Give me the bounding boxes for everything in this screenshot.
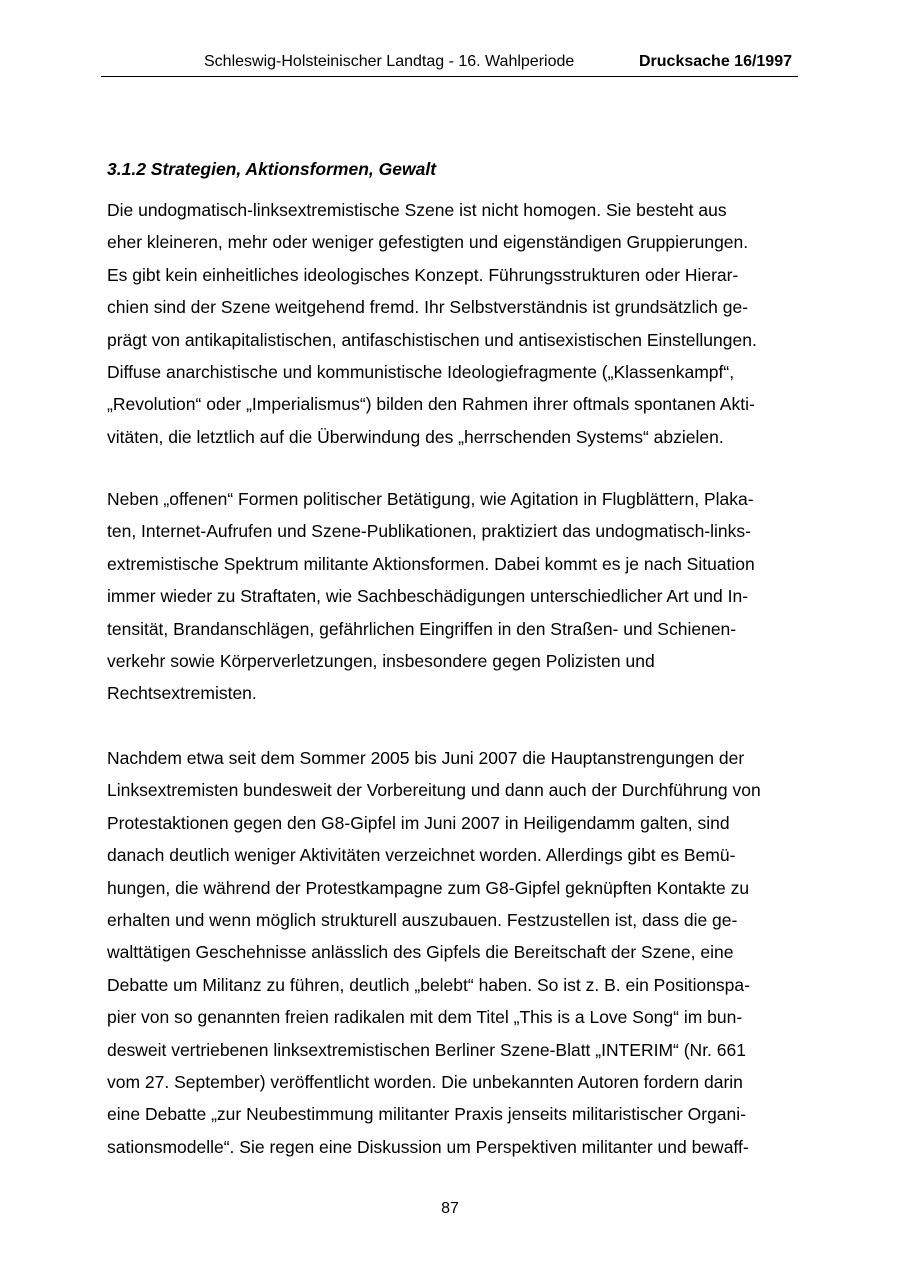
text-line: walttätigen Geschehnisse anlässlich des Gipfels die Bereitschaft der Szene, eine xyxy=(107,942,734,963)
text-line: hungen, die während der Protestkampagne zum G8-Gipfel geknüpften Kontakte zu xyxy=(107,877,750,898)
text-line: vom 27. September) veröffentlicht worden. Die unbekannten Autoren fordern darin xyxy=(107,1071,743,1092)
text-line: Linksextremisten bundesweit der Vorbereitung und dann auch der Durchführung von xyxy=(107,780,761,801)
text-line: Die undogmatisch-linksextremistische Szene ist nicht homogen. Sie besteht aus xyxy=(107,200,727,220)
section-heading: 3.1.2 Strategien, Aktionsformen, Gewalt xyxy=(107,159,437,179)
paragraph-1 xyxy=(107,194,757,453)
page-number: 87 xyxy=(441,1200,459,1217)
text-line: pier von so genannten freien radikalen mit dem Titel „This is a Love Song“ im bun- xyxy=(107,1007,743,1028)
text-line: danach deutlich weniger Aktivitäten verzeichnet worden. Allerdings gibt es Bemü- xyxy=(107,845,736,866)
header-title: Schleswig-Holsteinischer Landtag - 16. Wahlperiode xyxy=(204,53,575,70)
text-line: sationsmodelle“. Sie regen eine Diskussion um Perspektiven militanter und bewaff- xyxy=(107,1136,749,1157)
paragraph-2 xyxy=(107,483,755,710)
text-line: Es gibt kein einheitliches ideologisches Konzept. Führungsstrukturen oder Hierar- xyxy=(107,264,739,285)
text-line: prägt von antikapitalistischen, antifaschistischen und antisexistischen Einstellungen. xyxy=(107,329,757,350)
text-line: eine Debatte „zur Neubestimmung militanter Praxis jenseits militaristischer Organi- xyxy=(107,1104,746,1125)
text-line: desweit vertriebenen linksextremistischen Berliner Szene-Blatt „INTERIM“ (Nr. 661 xyxy=(107,1039,746,1060)
text-line: tensität, Brandanschlägen, gefährlichen Eingriffen in den Straßen- und Schienen- xyxy=(107,618,737,639)
text-line: erhalten und wenn möglich strukturell auszubauen. Festzustellen ist, dass die ge- xyxy=(107,909,738,930)
text-line: immer wieder zu Straftaten, wie Sachbeschädigungen unterschiedlicher Art und In- xyxy=(107,586,749,607)
text-line: Debatte um Militanz zu führen, deutlich „belebt“ haben. So ist z. B. ein Positionspa- xyxy=(107,974,750,995)
text-line: Neben „offenen“ Formen politischer Betätigung, wie Agitation in Flugblättern, Plaka- xyxy=(107,489,754,509)
text-line: Rechtsextremisten. xyxy=(107,683,257,704)
page-header xyxy=(101,52,798,77)
text-line: Nachdem etwa seit dem Sommer 2005 bis Juni 2007 die Hauptanstrengungen der xyxy=(107,748,745,768)
text-line: ten, Internet-Aufrufen und Szene-Publikationen, praktiziert das undogmatisch-links- xyxy=(107,521,751,542)
text-line: verkehr sowie Körperverletzungen, insbesondere gegen Polizisten und xyxy=(107,650,655,671)
text-line: „Revolution“ oder „Imperialismus“) bilden den Rahmen ihrer oftmals spontanen Akti- xyxy=(107,394,755,415)
text-line: chien sind der Szene weitgehend fremd. Ihr Selbstverständnis ist grundsätzlich ge- xyxy=(107,297,749,318)
text-line: eher kleineren, mehr oder weniger gefestigten und eigenständigen Gruppierungen. xyxy=(107,232,749,253)
header-document-number: Drucksache 16/1997 xyxy=(639,53,792,70)
text-line: vitäten, die letztlich auf die Überwindung des „herrschenden Systems“ abzielen. xyxy=(107,426,724,447)
text-line: Diffuse anarchistische und kommunistische Ideologiefragmente („Klassenkampf“, xyxy=(107,361,735,382)
text-line: Protestaktionen gegen den G8-Gipfel im Juni 2007 in Heiligendamm galten, sind xyxy=(107,812,730,833)
text-line: extremistische Spektrum militante Aktionsformen. Dabei kommt es je nach Situation xyxy=(107,553,755,574)
paragraph-3 xyxy=(107,742,761,1163)
